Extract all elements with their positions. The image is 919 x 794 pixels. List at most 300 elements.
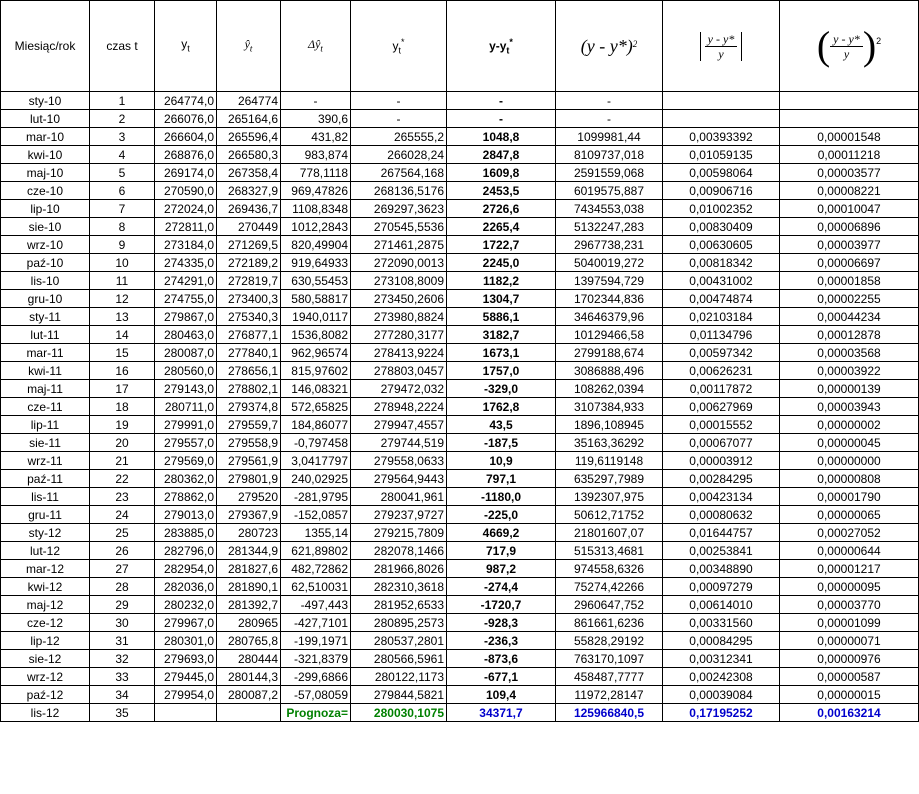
cell-relsq: 0,00000015	[780, 686, 919, 704]
cell-squared: 2591559,068	[556, 164, 663, 182]
cell-absrel: 0,00598064	[663, 164, 780, 182]
cell-delta: 1108,8348	[281, 200, 351, 218]
cell-squared: 1896,108945	[556, 416, 663, 434]
cell-month: sty-10	[1, 92, 90, 110]
cell-ystar: 279564,9443	[351, 470, 447, 488]
cell-relsq: 0,00003568	[780, 344, 919, 362]
cell-month: cze-10	[1, 182, 90, 200]
cell-relsq: 0,00012878	[780, 326, 919, 344]
cell-yt: 282036,0	[155, 578, 217, 596]
cell-relsq: 0,00001548	[780, 128, 919, 146]
cell-relsq: 0,00003922	[780, 362, 919, 380]
cell-delta: 962,96574	[281, 344, 351, 362]
cell-delta: 969,47826	[281, 182, 351, 200]
cell-yt: 280362,0	[155, 470, 217, 488]
cell-absrel: 0,00474874	[663, 290, 780, 308]
cell-delta: 240,02925	[281, 470, 351, 488]
cell-absrel: 0,00039084	[663, 686, 780, 704]
cell-month: paź-12	[1, 686, 90, 704]
cell-yt: 279557,0	[155, 434, 217, 452]
cell-squared: 11972,28147	[556, 686, 663, 704]
cell-delta: -497,443	[281, 596, 351, 614]
forecast-month: lis-12	[1, 704, 90, 722]
cell-ystar: 280537,2801	[351, 632, 447, 650]
cell-yt: 272811,0	[155, 218, 217, 236]
cell-delta: 820,49904	[281, 236, 351, 254]
cell-delta: 1940,0117	[281, 308, 351, 326]
cell-delta: -0,797458	[281, 434, 351, 452]
cell-diff: -1180,0	[447, 488, 556, 506]
cell-absrel: 0,00080632	[663, 506, 780, 524]
table-row	[1, 650, 919, 668]
cell-relsq: 0,00011218	[780, 146, 919, 164]
table-row	[1, 380, 919, 398]
cell-yt: 264774,0	[155, 92, 217, 110]
cell-squared: 3086888,496	[556, 362, 663, 380]
cell-squared: 763170,1097	[556, 650, 663, 668]
cell-absrel: 0,00627969	[663, 398, 780, 416]
cell-yt: 280711,0	[155, 398, 217, 416]
header-relsq-sup: 2	[876, 36, 882, 47]
cell-month: lip-11	[1, 416, 90, 434]
cell-month: gru-10	[1, 290, 90, 308]
header-ystar-letter: y	[392, 38, 399, 53]
cell-absrel: 0,00312341	[663, 650, 780, 668]
table-row	[1, 362, 919, 380]
cell-squared: 75274,42266	[556, 578, 663, 596]
cell-diff: 1673,1	[447, 344, 556, 362]
cell-yhat: 280087,2	[217, 686, 281, 704]
header-delta-letter: Δŷ	[308, 36, 321, 51]
cell-yt: 280087,0	[155, 344, 217, 362]
table-row	[1, 236, 919, 254]
cell-absrel: 0,00597342	[663, 344, 780, 362]
cell-diff: -873,6	[447, 650, 556, 668]
cell-absrel: 0,00097279	[663, 578, 780, 596]
cell-time: 4	[90, 146, 155, 164]
cell-delta: -281,9795	[281, 488, 351, 506]
cell-relsq: 0,00000808	[780, 470, 919, 488]
cell-yhat: 266580,3	[217, 146, 281, 164]
cell-delta: 919,64933	[281, 254, 351, 272]
cell-delta: 621,89802	[281, 542, 351, 560]
cell-time: 24	[90, 506, 155, 524]
table-row	[1, 92, 919, 110]
table-row	[1, 578, 919, 596]
cell-ystar: 273450,2606	[351, 290, 447, 308]
cell-diff: 10,9	[447, 452, 556, 470]
cell-month: lip-12	[1, 632, 90, 650]
cell-ystar: 272090,0013	[351, 254, 447, 272]
cell-diff: -1720,7	[447, 596, 556, 614]
table-row	[1, 182, 919, 200]
cell-delta: -57,08059	[281, 686, 351, 704]
cell-delta: 778,1118	[281, 164, 351, 182]
cell-yhat: 279561,9	[217, 452, 281, 470]
cell-time: 17	[90, 380, 155, 398]
cell-ystar: 269297,3623	[351, 200, 447, 218]
cell-yt: 280560,0	[155, 362, 217, 380]
cell-yt: 272024,0	[155, 200, 217, 218]
cell-month: sie-12	[1, 650, 90, 668]
cell-yt: 270590,0	[155, 182, 217, 200]
cell-yhat: 275340,3	[217, 308, 281, 326]
cell-diff: 2847,8	[447, 146, 556, 164]
cell-yhat: 271269,5	[217, 236, 281, 254]
cell-absrel: 0,00253841	[663, 542, 780, 560]
cell-time: 31	[90, 632, 155, 650]
cell-delta: 983,874	[281, 146, 351, 164]
cell-squared: 1099981,44	[556, 128, 663, 146]
cell-relsq: 0,00000587	[780, 668, 919, 686]
cell-diff: 1048,8	[447, 128, 556, 146]
cell-squared: 515313,4681	[556, 542, 663, 560]
cell-squared: 108262,0394	[556, 380, 663, 398]
cell-yhat: 279559,7	[217, 416, 281, 434]
cell-ystar: 281952,6533	[351, 596, 447, 614]
cell-relsq: 0,00006697	[780, 254, 919, 272]
cell-diff: 43,5	[447, 416, 556, 434]
cell-squared: 50612,71752	[556, 506, 663, 524]
cell-absrel: 0,01002352	[663, 200, 780, 218]
header-yhat-sub: t	[249, 43, 253, 54]
cell-ystar: 268136,5176	[351, 182, 447, 200]
cell-yt: 273184,0	[155, 236, 217, 254]
cell-ystar: 279472,032	[351, 380, 447, 398]
cell-month: cze-12	[1, 614, 90, 632]
cell-month: lut-11	[1, 326, 90, 344]
cell-squared: 5132247,283	[556, 218, 663, 236]
table-row	[1, 488, 919, 506]
cell-yhat: 267358,4	[217, 164, 281, 182]
cell-diff: 1757,0	[447, 362, 556, 380]
header-relsq: ( $\frac{y - y*}{y}$ )$^2$	[780, 1, 919, 92]
cell-time: 21	[90, 452, 155, 470]
cell-month: kwi-10	[1, 146, 90, 164]
cell-delta: -199,1971	[281, 632, 351, 650]
cell-absrel	[663, 92, 780, 110]
cell-yhat: 281827,6	[217, 560, 281, 578]
cell-time: 1	[90, 92, 155, 110]
cell-diff: 2245,0	[447, 254, 556, 272]
cell-absrel: 0,00906716	[663, 182, 780, 200]
cell-yt: 278862,0	[155, 488, 217, 506]
cell-absrel: 0,00614010	[663, 596, 780, 614]
cell-delta: -299,6866	[281, 668, 351, 686]
cell-ystar: 282310,3618	[351, 578, 447, 596]
cell-yt: 269174,0	[155, 164, 217, 182]
cell-time: 2	[90, 110, 155, 128]
cell-relsq: 0,00001217	[780, 560, 919, 578]
cell-squared: 2967738,231	[556, 236, 663, 254]
cell-delta: 1012,2843	[281, 218, 351, 236]
cell-month: cze-11	[1, 398, 90, 416]
header-yt-letter: y	[181, 36, 188, 51]
cell-diff: -	[447, 110, 556, 128]
cell-ystar: 279215,7809	[351, 524, 447, 542]
cell-absrel: 0,00348890	[663, 560, 780, 578]
header-diff-sub: t	[506, 45, 510, 56]
cell-diff: -187,5	[447, 434, 556, 452]
cell-diff: 4669,2	[447, 524, 556, 542]
cell-month: lut-12	[1, 542, 90, 560]
cell-absrel: 0,00015552	[663, 416, 780, 434]
cell-relsq: 0,00006896	[780, 218, 919, 236]
cell-yhat: 265596,4	[217, 128, 281, 146]
cell-time: 6	[90, 182, 155, 200]
cell-time: 16	[90, 362, 155, 380]
cell-diff: 1762,8	[447, 398, 556, 416]
cell-yhat: 280144,3	[217, 668, 281, 686]
cell-month: maj-10	[1, 164, 90, 182]
cell-ystar: 265555,2	[351, 128, 447, 146]
cell-ystar: -	[351, 92, 447, 110]
cell-yhat: 277840,1	[217, 344, 281, 362]
cell-month: sie-10	[1, 218, 90, 236]
cell-yt: 279013,0	[155, 506, 217, 524]
cell-delta: 62,510031	[281, 578, 351, 596]
table-row	[1, 668, 919, 686]
cell-absrel: 0,00117872	[663, 380, 780, 398]
cell-relsq: 0,00000644	[780, 542, 919, 560]
cell-relsq	[780, 92, 919, 110]
cell-time: 9	[90, 236, 155, 254]
cell-diff: 109,4	[447, 686, 556, 704]
header-absrel-den: y	[718, 46, 724, 61]
cell-ystar: 280041,961	[351, 488, 447, 506]
cell-yhat: 279374,8	[217, 398, 281, 416]
cell-yt: 274335,0	[155, 254, 217, 272]
cell-absrel: 0,01059135	[663, 146, 780, 164]
cell-diff: 1182,2	[447, 272, 556, 290]
cell-ystar: 281966,8026	[351, 560, 447, 578]
cell-diff: -225,0	[447, 506, 556, 524]
table-row	[1, 560, 919, 578]
cell-delta: -321,8379	[281, 650, 351, 668]
cell-time: 22	[90, 470, 155, 488]
cell-relsq: 0,00000095	[780, 578, 919, 596]
cell-squared: 8109737,018	[556, 146, 663, 164]
cell-yhat: 280723	[217, 524, 281, 542]
cell-squared: 2799188,674	[556, 344, 663, 362]
cell-diff: -236,3	[447, 632, 556, 650]
cell-relsq: 0,00000000	[780, 452, 919, 470]
table-row	[1, 272, 919, 290]
cell-month: lip-10	[1, 200, 90, 218]
sum-relsq: 0,00163214	[780, 704, 919, 722]
cell-time: 13	[90, 308, 155, 326]
cell-ystar: 282078,1466	[351, 542, 447, 560]
cell-squared: 458487,7777	[556, 668, 663, 686]
cell-ystar: 266028,24	[351, 146, 447, 164]
cell-month: mar-10	[1, 128, 90, 146]
cell-delta: -152,0857	[281, 506, 351, 524]
header-time: czas t	[90, 1, 155, 92]
cell-time: 18	[90, 398, 155, 416]
cell-yhat: 265164,6	[217, 110, 281, 128]
cell-yhat: 281392,7	[217, 596, 281, 614]
cell-yhat: 273400,3	[217, 290, 281, 308]
table-row	[1, 326, 919, 344]
cell-relsq: 0,00003577	[780, 164, 919, 182]
cell-delta: 580,58817	[281, 290, 351, 308]
cell-squared: -	[556, 110, 663, 128]
table-row	[1, 200, 919, 218]
cell-time: 23	[90, 488, 155, 506]
cell-absrel: 0,00242308	[663, 668, 780, 686]
cell-squared: 974558,6326	[556, 560, 663, 578]
cell-absrel: 0,00423134	[663, 488, 780, 506]
cell-absrel: 0,00067077	[663, 434, 780, 452]
cell-absrel: 0,01134796	[663, 326, 780, 344]
cell-diff: -274,4	[447, 578, 556, 596]
cell-relsq	[780, 110, 919, 128]
header-squared-expr: (y - y*)	[580, 36, 633, 56]
cell-yt: 268876,0	[155, 146, 217, 164]
table-row	[1, 596, 919, 614]
cell-relsq: 0,00000045	[780, 434, 919, 452]
header-yt-sub: t	[187, 43, 190, 54]
cell-diff: 3182,7	[447, 326, 556, 344]
cell-relsq: 0,00001858	[780, 272, 919, 290]
cell-delta: 184,86077	[281, 416, 351, 434]
cell-absrel: 0,00830409	[663, 218, 780, 236]
cell-time: 15	[90, 344, 155, 362]
cell-squared: 35163,36292	[556, 434, 663, 452]
table-row	[1, 506, 919, 524]
cell-diff: -	[447, 92, 556, 110]
cell-relsq: 0,00027052	[780, 524, 919, 542]
cell-relsq: 0,00044234	[780, 308, 919, 326]
table-row	[1, 686, 919, 704]
cell-diff: 1722,7	[447, 236, 556, 254]
header-absrel	[663, 1, 780, 92]
cell-time: 5	[90, 164, 155, 182]
cell-time: 19	[90, 416, 155, 434]
cell-yt: 279991,0	[155, 416, 217, 434]
cell-time: 3	[90, 128, 155, 146]
cell-time: 32	[90, 650, 155, 668]
cell-ystar: 273980,8824	[351, 308, 447, 326]
cell-squared: 7434553,038	[556, 200, 663, 218]
cell-time: 11	[90, 272, 155, 290]
cell-yhat: 270449	[217, 218, 281, 236]
cell-squared: 1702344,836	[556, 290, 663, 308]
cell-squared: 21801607,07	[556, 524, 663, 542]
cell-month: lis-11	[1, 488, 90, 506]
cell-squared: 861661,6236	[556, 614, 663, 632]
header-yt	[155, 1, 217, 92]
header-yhat-letter: ŷ	[244, 36, 250, 51]
header-yhat	[217, 1, 281, 92]
table-row	[1, 146, 919, 164]
cell-yhat: 264774	[217, 92, 281, 110]
cell-month: maj-11	[1, 380, 90, 398]
cell-squared: 3107384,933	[556, 398, 663, 416]
table-row	[1, 110, 919, 128]
cell-squared: 1392307,975	[556, 488, 663, 506]
table-row	[1, 434, 919, 452]
table-row	[1, 164, 919, 182]
header-delta-sub: t	[320, 43, 323, 54]
forecast-value: 280030,1075	[351, 704, 447, 722]
cell-yhat: 279801,9	[217, 470, 281, 488]
cell-ystar: 279844,5821	[351, 686, 447, 704]
cell-yhat: 272189,2	[217, 254, 281, 272]
cell-diff: 987,2	[447, 560, 556, 578]
header-squared-sup: 2	[632, 39, 638, 49]
cell-yt: 279569,0	[155, 452, 217, 470]
cell-ystar: 279558,0633	[351, 452, 447, 470]
cell-ystar: 270545,5536	[351, 218, 447, 236]
forecast-empty-2	[217, 704, 281, 722]
cell-absrel: 0,01644757	[663, 524, 780, 542]
cell-squared: 34646379,96	[556, 308, 663, 326]
cell-squared: -	[556, 92, 663, 110]
cell-squared: 5040019,272	[556, 254, 663, 272]
cell-delta: -427,7101	[281, 614, 351, 632]
forecast-row	[1, 704, 919, 722]
cell-absrel: 0,00331560	[663, 614, 780, 632]
cell-absrel: 0,00818342	[663, 254, 780, 272]
cell-yt: 266604,0	[155, 128, 217, 146]
header-ystar	[351, 1, 447, 92]
cell-relsq: 0,00002255	[780, 290, 919, 308]
cell-diff: 797,1	[447, 470, 556, 488]
cell-time: 34	[90, 686, 155, 704]
cell-diff: 2726,6	[447, 200, 556, 218]
cell-absrel: 0,00431002	[663, 272, 780, 290]
cell-yt: 280301,0	[155, 632, 217, 650]
cell-ystar: 273108,8009	[351, 272, 447, 290]
header-relsq-den: y	[843, 46, 850, 61]
cell-yt: 279967,0	[155, 614, 217, 632]
cell-ystar: -	[351, 110, 447, 128]
table-row	[1, 344, 919, 362]
cell-month: paź-10	[1, 254, 90, 272]
forecast-empty-1	[155, 704, 217, 722]
cell-time: 25	[90, 524, 155, 542]
cell-yhat: 281890,1	[217, 578, 281, 596]
cell-delta: 3,0417797	[281, 452, 351, 470]
cell-yt: 274291,0	[155, 272, 217, 290]
cell-absrel: 0,00003912	[663, 452, 780, 470]
cell-ystar: 278803,0457	[351, 362, 447, 380]
cell-yt: 266076,0	[155, 110, 217, 128]
cell-diff: 1609,8	[447, 164, 556, 182]
cell-yhat: 278802,1	[217, 380, 281, 398]
cell-diff: 717,9	[447, 542, 556, 560]
forecast-label: Prognoza=	[281, 704, 351, 722]
cell-month: mar-11	[1, 344, 90, 362]
cell-ystar: 267564,168	[351, 164, 447, 182]
table-row	[1, 416, 919, 434]
header-diff-text: y-y	[489, 38, 507, 53]
table-row	[1, 524, 919, 542]
cell-delta: -	[281, 92, 351, 110]
header-row	[1, 1, 919, 92]
table-row	[1, 470, 919, 488]
cell-delta: 572,65825	[281, 398, 351, 416]
cell-yt: 279693,0	[155, 650, 217, 668]
cell-yt: 282796,0	[155, 542, 217, 560]
cell-relsq: 0,00008221	[780, 182, 919, 200]
header-ystar-sup: *	[401, 36, 405, 47]
cell-ystar: 280895,2573	[351, 614, 447, 632]
header-diff-sup: *	[509, 36, 513, 47]
cell-relsq: 0,00003770	[780, 596, 919, 614]
cell-relsq: 0,00001099	[780, 614, 919, 632]
